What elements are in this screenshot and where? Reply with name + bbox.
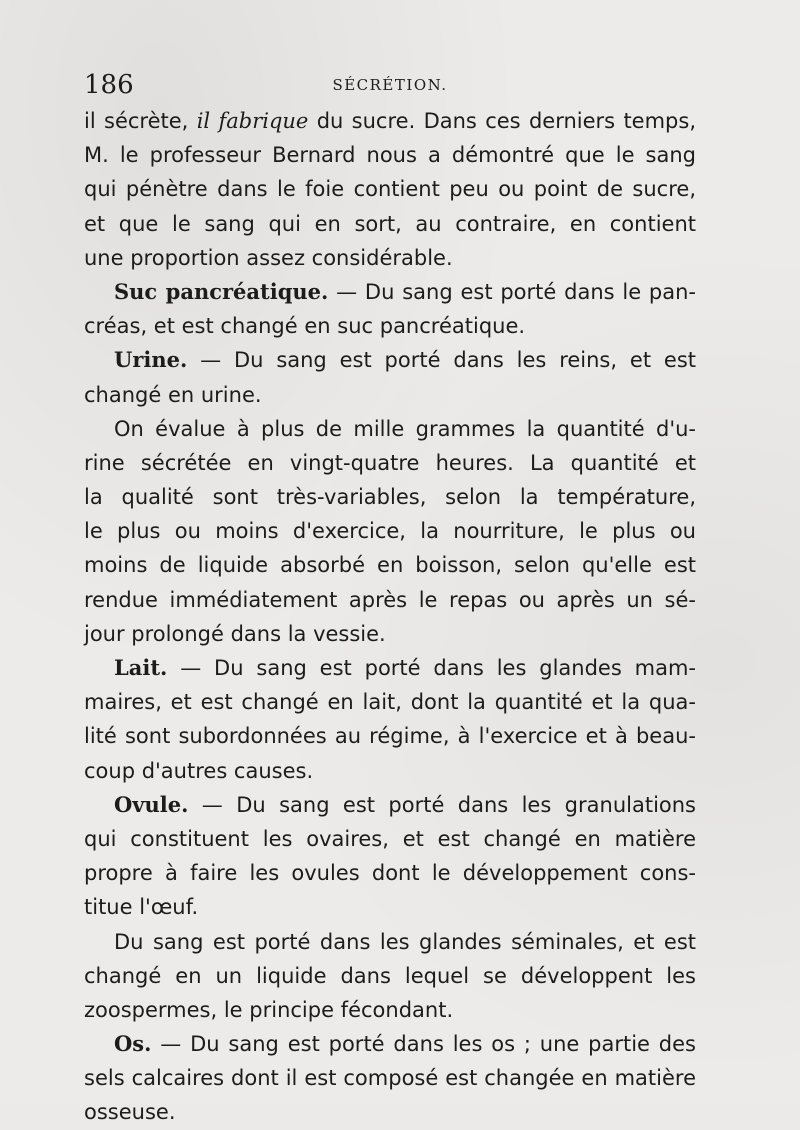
term-suc-pancreatique: Suc pancréatique.: [114, 278, 329, 304]
text-line: une proportion assez considérable.: [84, 245, 453, 270]
term-lait: Lait.: [114, 655, 168, 680]
text-line: Du sang est porté dans les glandes séminales, et est: [114, 929, 696, 954]
text-line: jour prolongé dans la vessie.: [84, 621, 386, 646]
text-line: la qualité sont très-variables, selon la température,: [84, 485, 696, 510]
body-text: [84, 104, 696, 1130]
text-line: zoospermes, le principe fécondant.: [84, 997, 454, 1022]
paragraph-seminal: [84, 925, 696, 1028]
text-line: et que le sang qui en sort, au contraire, en contient: [84, 211, 696, 236]
text-line: M. le professeur Bernard nous a démontré que le sang: [84, 143, 696, 168]
emphasis-fabrique: il fabrique: [196, 109, 309, 133]
text-line: qui pénètre dans le foie contient peu ou point de sucre,: [84, 177, 696, 202]
text-line: On évalue à plus de mille grammes la quantité d'u-: [114, 416, 696, 441]
paragraph-sugar: [84, 104, 696, 275]
text-line: qui constituent les ovaires, et est changé en matière: [84, 826, 696, 851]
term-os: Os.: [114, 1031, 152, 1057]
term-urine: Urine.: [114, 347, 188, 373]
page-header: [84, 70, 696, 100]
text-line: titue l'œuf.: [84, 895, 199, 920]
term-ovule: Ovule.: [114, 791, 189, 817]
text-line: il sécrète, il fabrique du sucre. Dans ces derniers temps,: [84, 109, 697, 133]
text-line: créas, et est changé en suc pancréatique.: [84, 314, 526, 339]
paragraph-urine: [84, 343, 696, 411]
text-line: propre à faire les ovules dont le développement cons-: [84, 861, 696, 886]
paragraph-urine-quantity: [84, 412, 696, 651]
text-line: changé en urine.: [84, 382, 262, 407]
text-line: osseuse.: [84, 1100, 176, 1125]
paragraph-bone: [84, 1027, 696, 1130]
text-line: Urine. — Du sang est porté dans les reins, et est: [114, 347, 696, 373]
text-line: changé en un liquide dans lequel se développent les: [84, 963, 696, 988]
paragraph-ovule: [84, 788, 696, 925]
text-line: Suc pancréatique. — Du sang est porté dans le pan-: [114, 278, 696, 304]
text-line: Ovule. — Du sang est porté dans les granulations: [114, 791, 696, 817]
page-number: 186: [84, 70, 134, 100]
text-line: rendue immédiatement après le repas ou après un sé-: [84, 587, 696, 612]
text-line: sels calcaires dont il est composé est changée en matière: [84, 1066, 696, 1091]
paragraph-pancreatic-juice: [84, 275, 696, 343]
paragraph-milk: [84, 651, 696, 788]
text-line: Os. — Du sang est porté dans les os ; une partie des: [114, 1031, 696, 1057]
running-title: SÉCRÉTION.: [332, 76, 448, 94]
text-line: Lait. — Du sang est porté dans les glandes mam-: [114, 655, 696, 680]
text-line: maires, et est changé en lait, dont la quantité et la qua-: [84, 690, 696, 715]
text-line: le plus ou moins d'exercice, la nourriture, le plus ou: [84, 519, 696, 544]
text-line: lité sont subordonnées au régime, à l'exercice et à beau-: [84, 724, 696, 749]
text-line: coup d'autres causes.: [84, 758, 314, 783]
text-line: moins de liquide absorbé en boisson, selon qu'elle est: [84, 553, 696, 578]
text-line: rine sécrétée en vingt-quatre heures. La quantité et: [84, 450, 696, 475]
